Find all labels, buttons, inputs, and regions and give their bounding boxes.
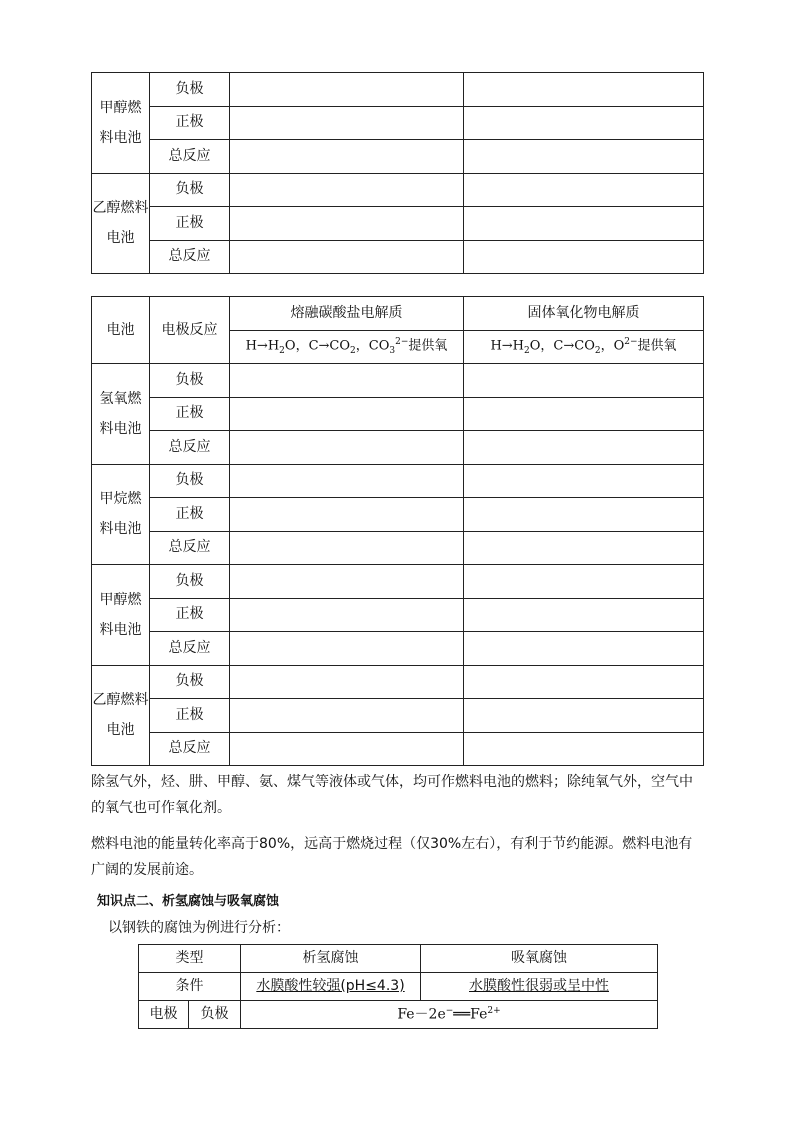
table-row: [92, 665, 704, 699]
corrosion-table: [138, 944, 658, 1029]
condition-hydrogen: 水膜酸性较强(pH≤4.3): [241, 973, 421, 1001]
table-row: [92, 106, 704, 140]
answer-cell[interactable]: [464, 699, 704, 733]
condition-label: 条件: [139, 973, 241, 1001]
table-row: [92, 464, 704, 498]
answer-cell[interactable]: [464, 732, 704, 766]
answer-cell[interactable]: [464, 140, 704, 174]
answer-cell[interactable]: [230, 73, 464, 107]
note-solid-oxide: $H\to H_2O$，$C\to CO_2$，$O^{2-}$提供氧: [464, 330, 704, 364]
answer-cell[interactable]: [464, 173, 704, 207]
answer-cell[interactable]: [464, 364, 704, 398]
answer-cell[interactable]: [230, 106, 464, 140]
answer-cell[interactable]: [464, 73, 704, 107]
hydrogen-evolution-header: 析氢腐蚀: [241, 945, 421, 973]
header-row: [92, 297, 704, 331]
row-label: 总反应: [150, 240, 230, 274]
header-solid-oxide: 固体氧化物电解质: [464, 297, 704, 331]
answer-cell[interactable]: [230, 665, 464, 699]
table-row: [92, 397, 704, 431]
row-label: 负极: [150, 565, 230, 599]
cell-name: 乙醇燃料 电池: [92, 665, 150, 766]
type-label: 类型: [139, 945, 241, 973]
fuel-cell-table-top: [91, 72, 704, 274]
table-row: [92, 732, 704, 766]
intro-text: 以钢铁的腐蚀为例进行分析：: [108, 920, 290, 936]
answer-cell[interactable]: [464, 632, 704, 666]
answer-cell[interactable]: [230, 364, 464, 398]
cell-name: 乙醇燃料 电池: [92, 173, 150, 274]
table-row: [92, 207, 704, 241]
table-row: [92, 632, 704, 666]
note-molten-carbonate: $H\to H_2O$，$C\to CO_2$，$CO_3^{2-}$提供氧: [230, 330, 464, 364]
row-label: 正极: [150, 106, 230, 140]
answer-cell[interactable]: [464, 598, 704, 632]
answer-cell[interactable]: [464, 431, 704, 465]
row-label: 总反应: [150, 732, 230, 766]
answer-cell[interactable]: [464, 207, 704, 241]
row-label: 负极: [150, 364, 230, 398]
table-row: [92, 598, 704, 632]
row-label: 负极: [150, 173, 230, 207]
paragraph-efficiency: 燃料电池的能量转化率高于80%，远高于燃烧过程（仅30%左右），有利于节约能源。燃料电池有广阔的发展前途。: [91, 836, 693, 878]
table-row: [92, 73, 704, 107]
answer-cell[interactable]: [464, 464, 704, 498]
cell-name: 甲醇燃 料电池: [92, 73, 150, 174]
answer-cell[interactable]: [230, 397, 464, 431]
answer-cell[interactable]: [230, 173, 464, 207]
table-row: [92, 140, 704, 174]
answer-cell[interactable]: [230, 632, 464, 666]
table-row: [92, 431, 704, 465]
paragraph-fuels: 除氢气外，烃、肼、甲醇、氨、煤气等液体或气体，均可作燃料电池的燃料；除纯氧气外，空气中的氧气也可作氧化剂。: [91, 774, 693, 816]
header-battery: 电池: [92, 297, 150, 364]
oxygen-absorption-header: 吸氧腐蚀: [421, 945, 658, 973]
row-label: 负极: [150, 73, 230, 107]
table-row: [139, 1001, 658, 1029]
answer-cell[interactable]: [230, 207, 464, 241]
row-label: 总反应: [150, 431, 230, 465]
row-label: 正极: [150, 598, 230, 632]
row-label: 总反应: [150, 531, 230, 565]
header-row: [139, 945, 658, 973]
table-row: [92, 364, 704, 398]
answer-cell[interactable]: [464, 565, 704, 599]
row-label: 正极: [150, 498, 230, 532]
cell-name: 甲醇燃 料电池: [92, 565, 150, 666]
header-electrode-reaction: 电极反应: [150, 297, 230, 364]
cell-name: 氢氧燃 料电池: [92, 364, 150, 465]
electrode-label: 电极: [139, 1001, 189, 1029]
answer-cell[interactable]: [230, 240, 464, 274]
condition-oxygen: 水膜酸性很弱或呈中性: [421, 973, 658, 1001]
fuel-cell-electrolyte-table: [91, 296, 704, 766]
answer-cell[interactable]: [230, 531, 464, 565]
table-row: [92, 498, 704, 532]
cell-name: 甲烷燃 料电池: [92, 464, 150, 565]
negative-equation: $Fe-2e^-══Fe^{2+}$: [241, 1001, 658, 1029]
answer-cell[interactable]: [230, 498, 464, 532]
table-row: [92, 565, 704, 599]
row-label: 正极: [150, 397, 230, 431]
answer-cell[interactable]: [464, 498, 704, 532]
answer-cell[interactable]: [230, 565, 464, 599]
answer-cell[interactable]: [230, 598, 464, 632]
answer-cell[interactable]: [464, 531, 704, 565]
header-molten-carbonate: 熔融碳酸盐电解质: [230, 297, 464, 331]
row-label: 总反应: [150, 140, 230, 174]
row-label: 正极: [150, 207, 230, 241]
answer-cell[interactable]: [230, 140, 464, 174]
table-row: [92, 173, 704, 207]
answer-cell[interactable]: [464, 240, 704, 274]
table-row: [92, 531, 704, 565]
table-row: [92, 699, 704, 733]
answer-cell[interactable]: [464, 665, 704, 699]
row-label: 正极: [150, 699, 230, 733]
row-label: 总反应: [150, 632, 230, 666]
answer-cell[interactable]: [230, 699, 464, 733]
table-row: [139, 973, 658, 1001]
answer-cell[interactable]: [464, 397, 704, 431]
table-row: [92, 240, 704, 274]
answer-cell[interactable]: [230, 431, 464, 465]
row-label: 负极: [150, 464, 230, 498]
answer-cell[interactable]: [464, 106, 704, 140]
answer-cell[interactable]: [230, 732, 464, 766]
row-label: 负极: [150, 665, 230, 699]
section-heading: 知识点二、析氢腐蚀与吸氧腐蚀: [97, 894, 280, 909]
answer-cell[interactable]: [230, 464, 464, 498]
negative-label: 负极: [189, 1001, 241, 1029]
